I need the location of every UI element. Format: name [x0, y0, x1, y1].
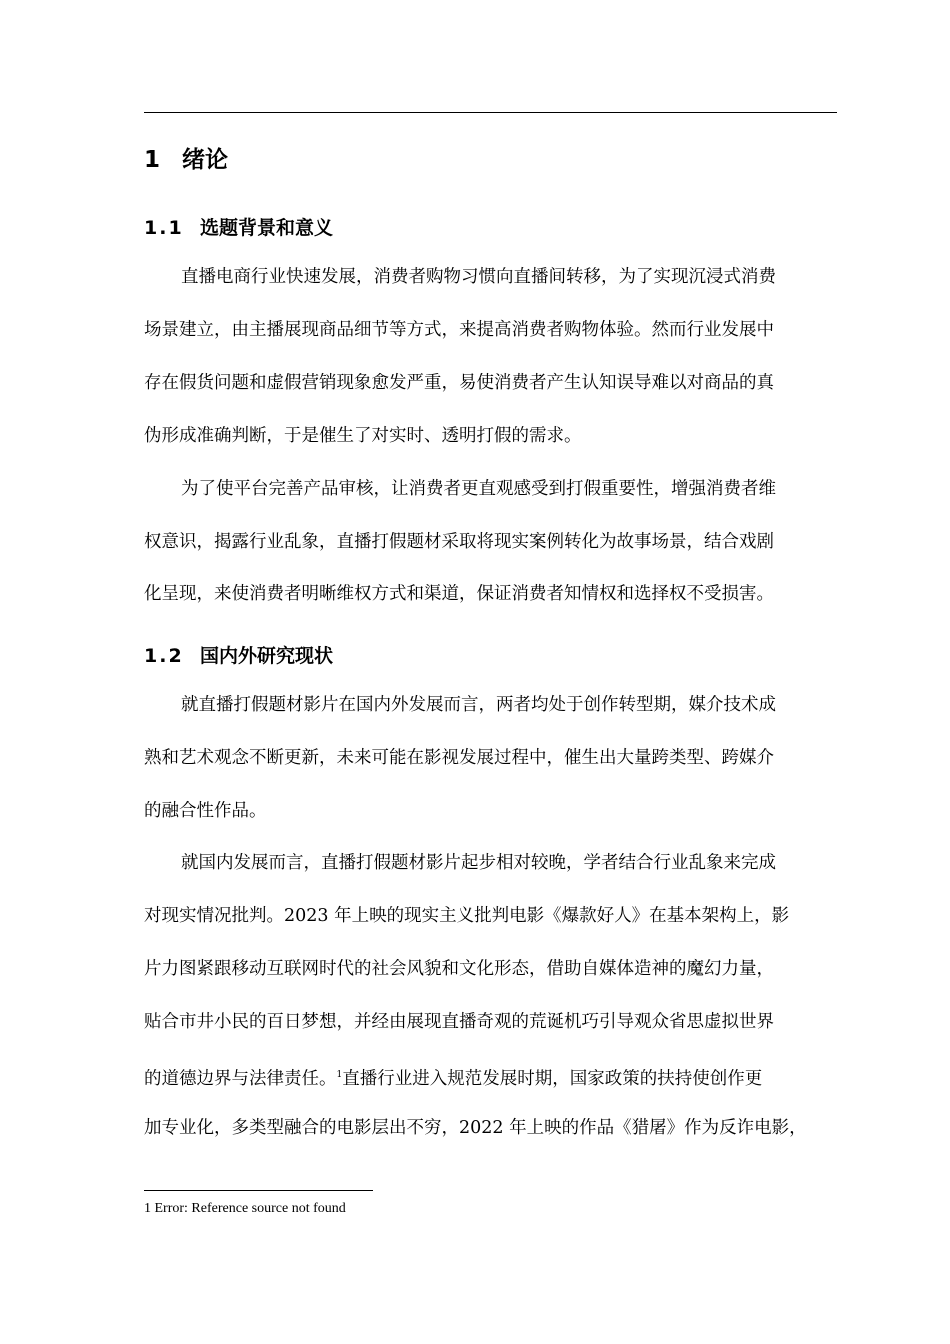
line-text: 的道德边界与法律责任。 — [144, 1069, 337, 1089]
section-number: 1.2 — [144, 645, 184, 667]
chapter-title: 绪论 — [182, 147, 228, 173]
paragraph-line: 的融合性作品。 — [144, 801, 267, 821]
paragraph-line: 权意识，揭露行业乱象，直播打假题材采取将现实案例转化为故事场景，结合戏剧 — [144, 532, 774, 552]
header-rule — [144, 112, 837, 113]
paragraph-line: 贴合市井小民的百日梦想，并经由展现直播奇观的荒诞机巧引导观众省思虚拟世界 — [144, 1012, 774, 1032]
paragraph-line: 直播电商行业快速发展，消费者购物习惯向直播间转移，为了实现沉浸式消费 — [181, 267, 776, 287]
section-title: 选题背景和意义 — [200, 217, 334, 239]
paragraph-line: 伪形成准确判断，于是催生了对实时、透明打假的需求。 — [144, 426, 582, 446]
paragraph-line: 化呈现，来使消费者明晰维权方式和渠道，保证消费者知情权和选择权不受损害。 — [144, 584, 774, 604]
paragraph-line: 加专业化，多类型融合的电影层出不穷，2022 年上映的作品《猎屠》作为反诈电影， — [144, 1118, 807, 1138]
paragraph-line: 场景建立，由主播展现商品细节等方式，来提高消费者购物体验。然而行业发展中 — [144, 320, 774, 340]
footnote-reference[interactable]: 1 — [336, 1070, 343, 1080]
section-heading-1-1 — [144, 214, 333, 242]
line-text: 直播行业进入规范发展时期，国家政策的扶持使创作更 — [342, 1069, 763, 1089]
section-title: 国内外研究现状 — [200, 645, 334, 667]
chapter-number: 1 — [144, 147, 161, 173]
section-number: 1.1 — [144, 217, 184, 239]
footnote-text: 1 Error: Reference source not found — [144, 1201, 346, 1216]
section-heading-1-2 — [144, 642, 333, 670]
paragraph-line: 存在假货问题和虚假营销现象愈发严重，易使消费者产生认知误导难以对商品的真 — [144, 373, 774, 393]
footnote-separator — [144, 1190, 373, 1191]
paragraph-line — [144, 1061, 762, 1093]
chapter-heading — [144, 143, 228, 177]
paragraph-line: 为了使平台完善产品审核，让消费者更直观感受到打假重要性，增强消费者维 — [181, 479, 776, 499]
paragraph-line: 片力图紧跟移动互联网时代的社会风貌和文化形态，借助自媒体造神的魔幻力量， — [144, 959, 774, 979]
paragraph-line: 对现实情况批判。2023 年上映的现实主义批判电影《爆款好人》在基本架构上，影 — [144, 906, 790, 926]
paragraph-line: 熟和艺术观念不断更新，未来可能在影视发展过程中，催生出大量跨类型、跨媒介 — [144, 748, 774, 768]
paragraph-line: 就直播打假题材影片在国内外发展而言，两者均处于创作转型期，媒介技术成 — [181, 695, 776, 715]
paragraph-line: 就国内发展而言，直播打假题材影片起步相对较晚，学者结合行业乱象来完成 — [181, 853, 776, 873]
